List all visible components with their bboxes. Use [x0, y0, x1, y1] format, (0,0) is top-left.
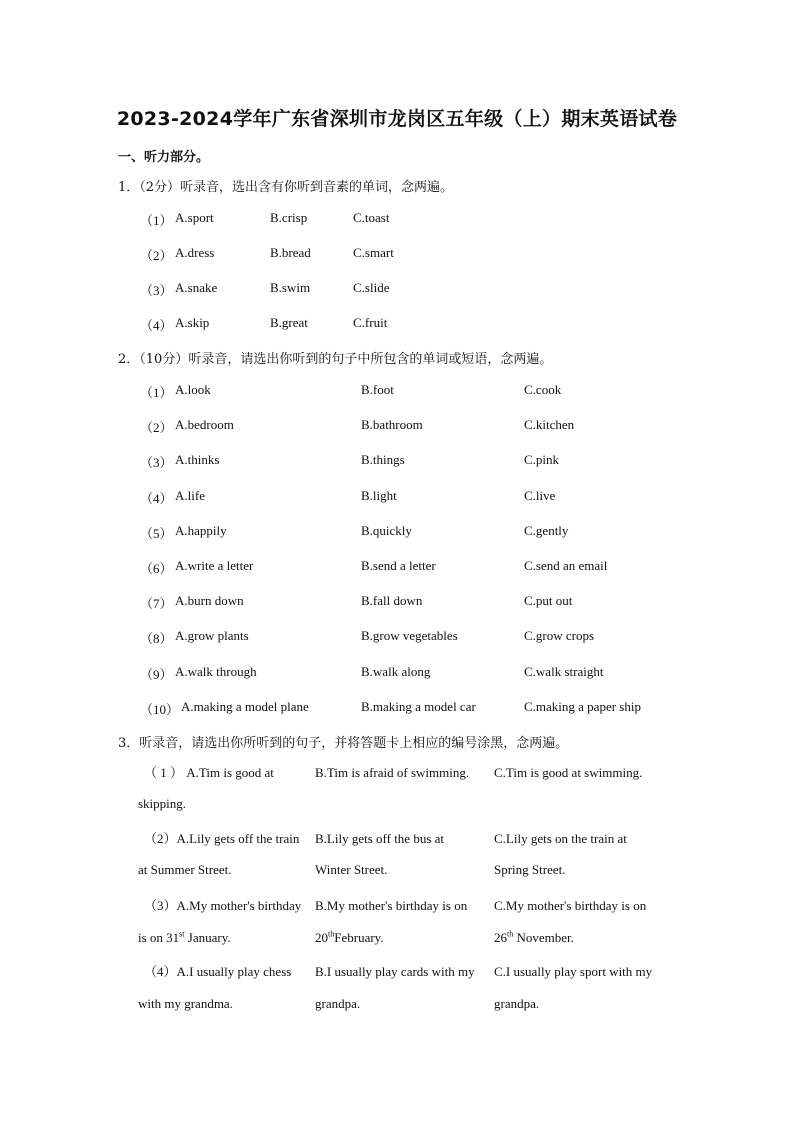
q2-option-c: C.put out [524, 593, 573, 609]
q1-option-c: C.smart [353, 245, 394, 260]
q2-option-b: B.fall down [361, 593, 423, 609]
q2-item-10 [0, 699, 794, 719]
q2-number: （7） [140, 596, 173, 612]
q1-number: （3） [140, 283, 173, 298]
q1-option-c: C.fruit [353, 315, 388, 330]
q1-option-b: B.bread [270, 245, 311, 260]
q2-number: （10） [140, 701, 180, 717]
question-1-heading: 1．（2分）听录音，选出含有你听到音素的单词，念两遍。 [118, 180, 454, 195]
q3-item-4-option-c: C.I usually play sport with my [494, 964, 653, 979]
q1-number: （4） [140, 318, 173, 333]
q2-option-a: A.grow plants [175, 628, 249, 644]
question-3-heading: 3．听录音，请选出你所听到的句子，并将答题卡上相应的编号涂黑，念两遍。 [118, 736, 569, 751]
q3-item-4-option-a-cont: with my grandma. [138, 996, 233, 1011]
q1-number: （1） [140, 213, 173, 228]
q2-option-a: A.look [175, 382, 211, 397]
q2-option-b: B.grow vegetables [361, 628, 458, 644]
q2-option-a: A.bedroom [175, 417, 234, 433]
q3-item-3-option-b-cont: 20thFebruary. [315, 929, 384, 945]
q2-item-8 [0, 628, 794, 648]
q2-item-4 [0, 488, 794, 508]
q2-option-a: A.life [175, 487, 205, 503]
q1-option-b: B.great [270, 315, 308, 330]
q1-option-a: A.skip [175, 315, 210, 330]
q1-option-a: A.sport [175, 210, 214, 225]
q2-option-b: B.foot [361, 382, 394, 397]
q3-item-4-option-a: （4）A.I usually play chess [144, 964, 292, 979]
q2-option-b: B.walk along [361, 663, 431, 679]
q2-option-a: A.happily [175, 522, 227, 538]
q2-option-b: B.quickly [361, 522, 412, 538]
q1-option-b: B.swim [270, 280, 311, 295]
q1-item-4 [0, 315, 794, 335]
question-2-heading: 2．（10分）听录音，请选出你听到的句子中所包含的单词或短语，念两遍。 [118, 352, 553, 367]
q2-option-c: C.gently [524, 522, 569, 538]
q2-option-b: B.things [361, 452, 405, 468]
q2-item-7 [0, 593, 794, 613]
q2-number: （2） [140, 420, 173, 436]
q2-option-c: C.cook [524, 382, 562, 397]
q2-option-b: B.light [361, 487, 397, 503]
q3-item-1-option-a: （ 1 ） A.Tim is good at [144, 765, 274, 780]
q3-item-2-option-a: （2）A.Lily gets off the train [144, 831, 300, 846]
page-title: 2023-2024学年广东省深圳市龙岗区五年级（上）期末英语试卷 [116, 108, 678, 130]
q1-option-a: A.dress [175, 245, 215, 260]
q2-number: （3） [140, 455, 173, 471]
q1-item-1 [0, 210, 794, 230]
q2-option-c: C.making a paper ship [524, 698, 641, 714]
q2-option-a: A.walk through [175, 663, 257, 679]
q2-option-b: B.send a letter [361, 558, 436, 573]
q2-number: （1） [140, 385, 173, 400]
q3-item-3-option-c: C.My mother's birthday is on [494, 898, 647, 913]
q1-item-3 [0, 280, 794, 300]
q2-option-c: C.walk straight [524, 663, 604, 679]
q3-item-2-option-b-cont: Winter Street. [315, 862, 388, 877]
q3-item-4-option-b-cont: grandpa. [315, 996, 361, 1011]
q2-number: （8） [140, 631, 173, 647]
q2-option-b: B.making a model car [361, 698, 476, 714]
q2-item-2 [0, 417, 794, 437]
q2-number: （9） [140, 666, 173, 682]
q2-option-a: A.thinks [175, 452, 220, 468]
q3-item-2-option-b: B.Lily gets off the bus at [315, 831, 445, 846]
q2-item-9 [0, 664, 794, 684]
q3-item-1-option-c: C.Tim is good at swimming. [494, 765, 643, 780]
q3-item-1-option-b: B.Tim is afraid of swimming. [315, 765, 470, 780]
q2-option-c: C.kitchen [524, 417, 575, 433]
q3-item-1-option-a-cont: skipping. [138, 796, 187, 811]
q2-item-3 [0, 452, 794, 472]
q1-option-c: C.toast [353, 210, 390, 225]
q3-item-2-option-c-cont: Spring Street. [494, 862, 566, 877]
q2-number: （5） [140, 525, 173, 541]
q1-option-c: C.slide [353, 280, 390, 295]
q2-item-5 [0, 523, 794, 543]
q1-option-b: B.crisp [270, 210, 308, 225]
q2-option-c: C.send an email [524, 558, 608, 573]
q2-option-b: B.bathroom [361, 417, 423, 433]
q2-item-6 [0, 558, 794, 578]
q1-option-a: A.snake [175, 280, 218, 295]
q3-item-3-option-a-cont: is on 31st January. [138, 929, 231, 945]
q3-item-2-option-c: C.Lily gets on the train at [494, 831, 627, 846]
q2-option-c: C.live [524, 487, 556, 503]
q2-option-a: A.making a model plane [181, 698, 309, 714]
q2-item-1 [0, 382, 794, 402]
q2-option-c: C.grow crops [524, 628, 595, 644]
q2-option-c: C.pink [524, 452, 560, 468]
q1-item-2 [0, 245, 794, 265]
q3-item-3-option-b: B.My mother's birthday is on [315, 898, 468, 913]
q3-item-2-option-a-cont: at Summer Street. [138, 862, 232, 877]
q3-item-4-option-c-cont: grandpa. [494, 996, 540, 1011]
q3-item-3-option-c-cont: 26th November. [494, 929, 574, 945]
q2-number: （6） [140, 561, 173, 576]
q3-item-3-option-a: （3）A.My mother's birthday [144, 898, 302, 913]
q1-number: （2） [140, 248, 173, 263]
q3-item-4-option-b: B.I usually play cards with my [315, 964, 475, 979]
section-heading: 一、听力部分。 [118, 150, 210, 165]
q2-option-a: A.write a letter [175, 558, 254, 573]
q2-option-a: A.burn down [175, 593, 244, 609]
q2-number: （4） [140, 490, 173, 506]
